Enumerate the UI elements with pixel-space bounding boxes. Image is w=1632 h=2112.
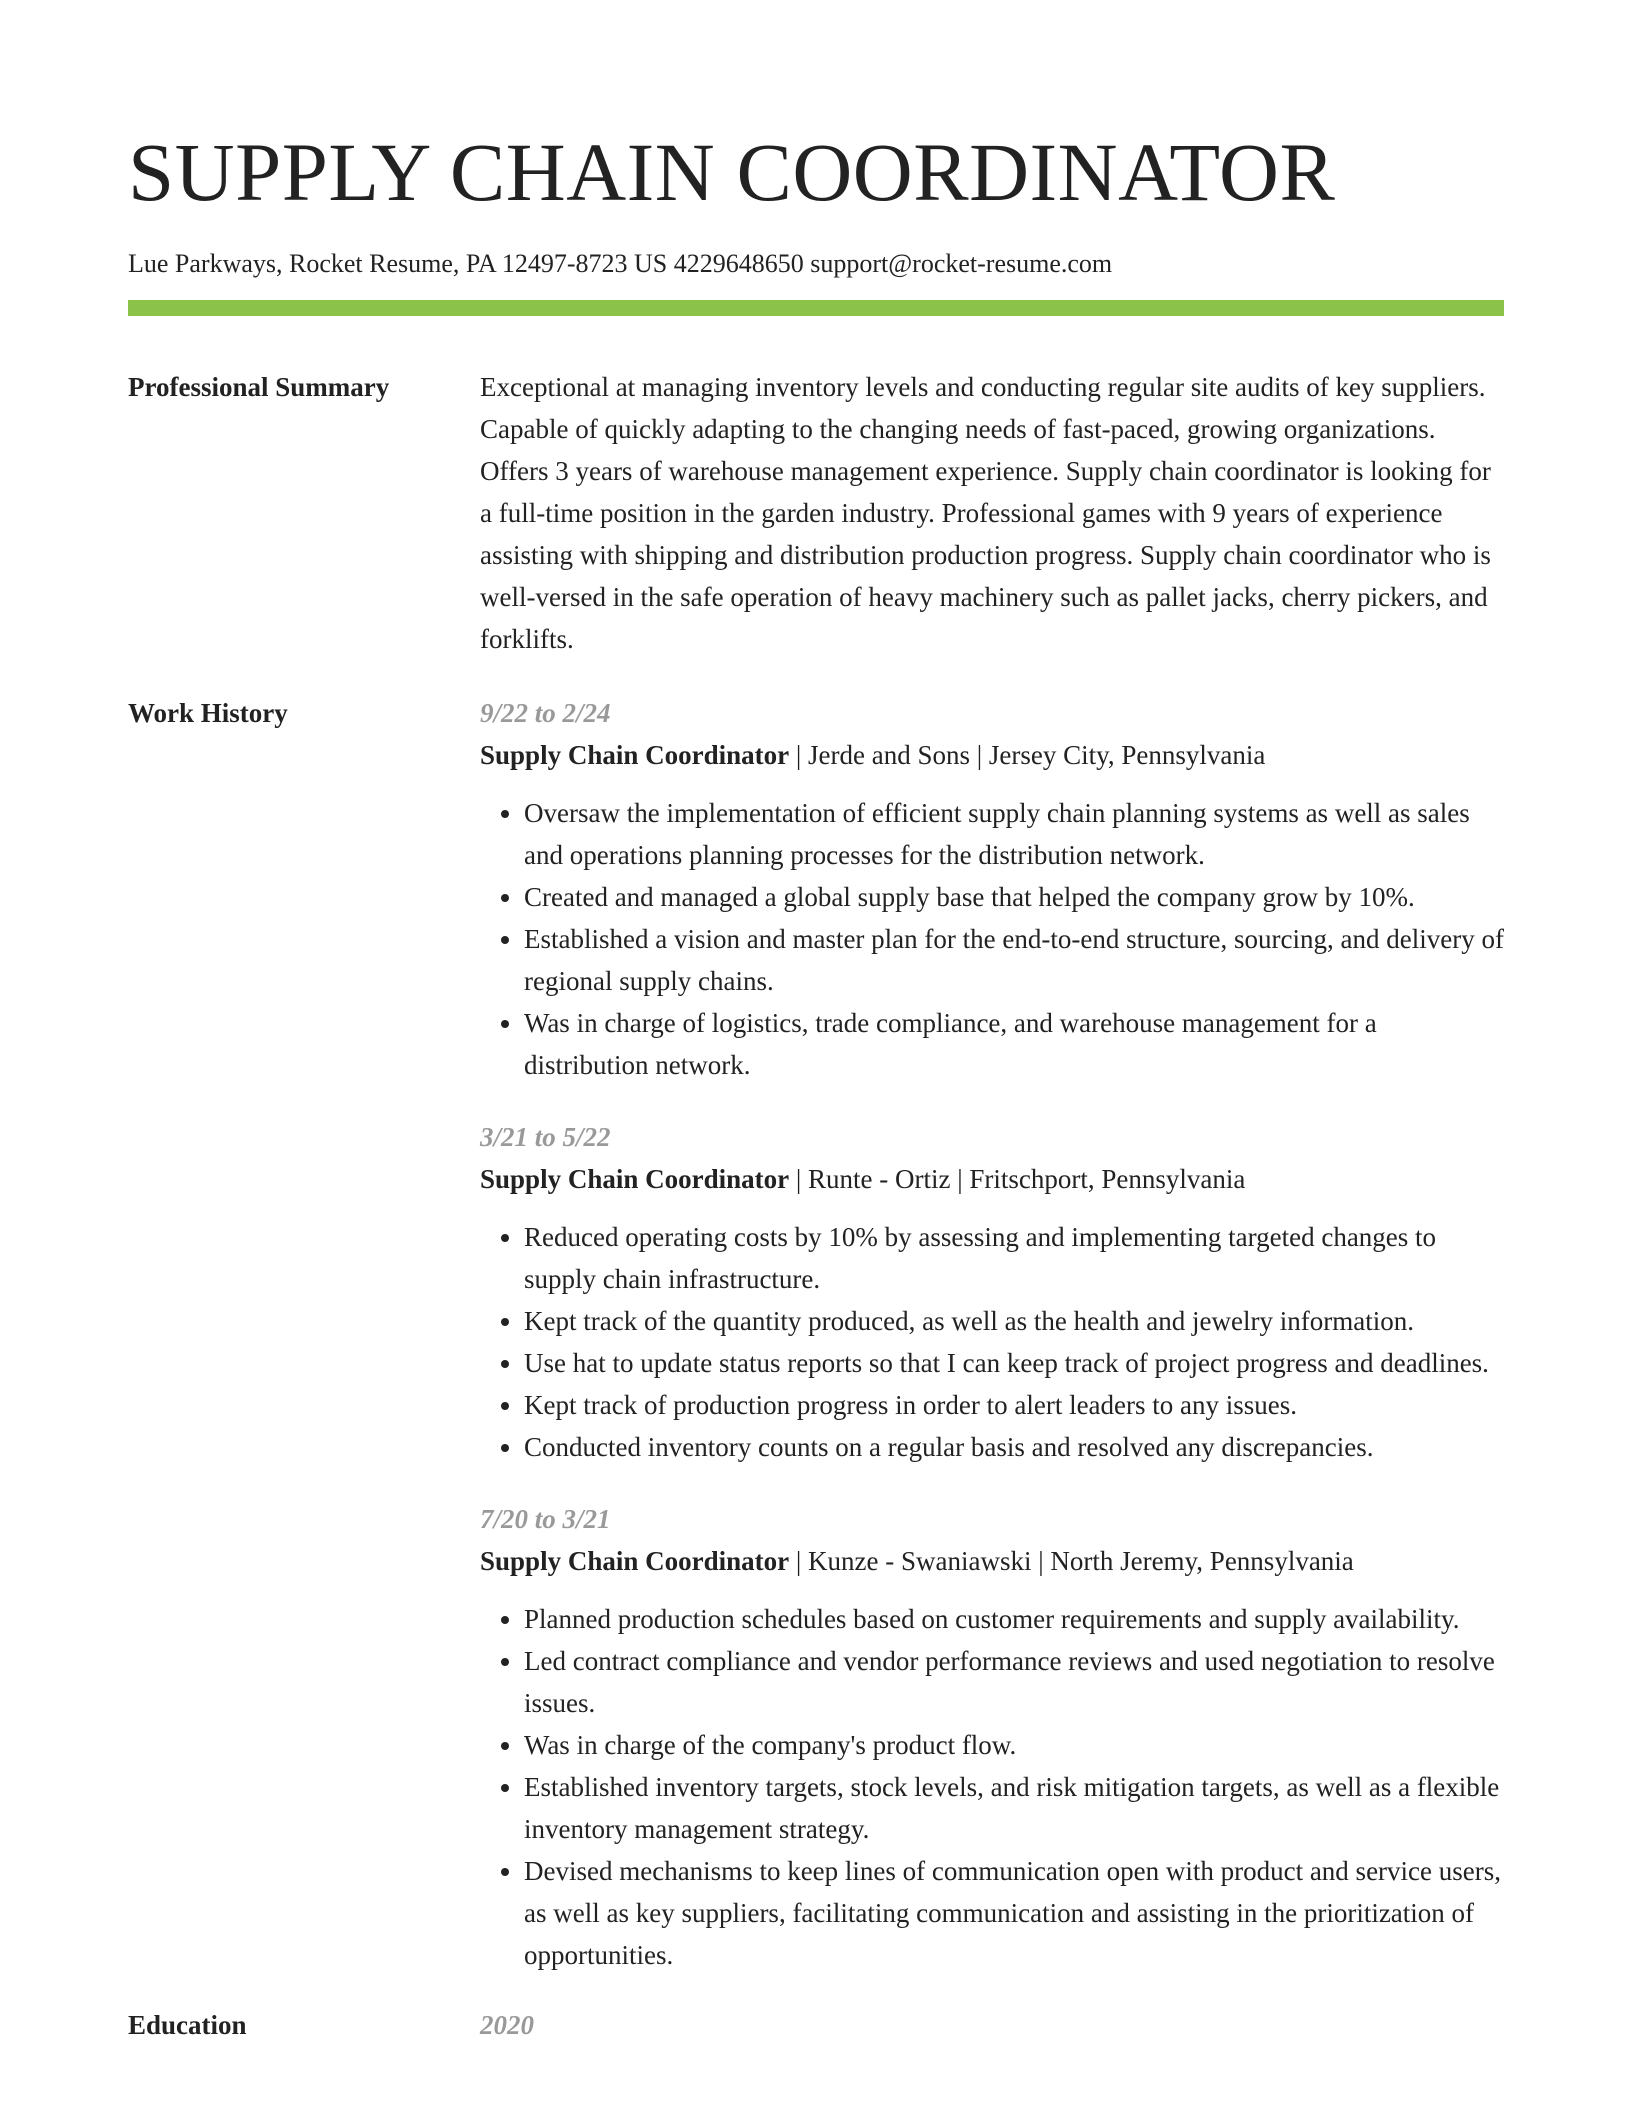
job-title: Supply Chain Coordinator	[480, 740, 790, 770]
summary-body	[480, 366, 1504, 660]
resume-name: SUPPLY CHAIN COORDINATOR	[128, 126, 1336, 218]
professional-summary-section	[128, 366, 1504, 660]
job-bullet: • Kept track of the quantity produced, as well as the health and jewelry information.	[524, 1300, 1504, 1342]
job-heading	[480, 734, 1504, 776]
header-divider	[128, 300, 1504, 316]
job-bullet-list	[480, 1598, 1504, 1976]
job-dates: 3/21 to 5/22	[480, 1122, 611, 1152]
section-label-work-history: Work History	[128, 698, 288, 728]
job-heading	[480, 1540, 1504, 1582]
job-bullet: • Use hat to update status reports so that I can keep track of project progress and deadlines.	[524, 1342, 1504, 1384]
resume-page	[128, 0, 1504, 2046]
job-bullet: • Conducted inventory counts on a regular basis and resolved any discrepancies.	[524, 1426, 1504, 1468]
job-bullet: • Created and managed a global supply base that helped the company grow by 10%.	[524, 876, 1504, 918]
job-bullet: • Led contract compliance and vendor performance reviews and used negotiation to resolve issues.	[524, 1640, 1504, 1724]
job-bullet-list	[480, 1216, 1504, 1468]
job-dates: 7/20 to 3/21	[480, 1504, 611, 1534]
section-label-education: Education	[128, 2010, 247, 2040]
job-details: | Runte - Ortiz | Fritschport, Pennsylvania	[789, 1164, 1246, 1194]
job-entry	[480, 1498, 1504, 1976]
job-dates: 9/22 to 2/24	[480, 698, 611, 728]
job-bullet: • Established inventory targets, stock levels, and risk mitigation targets, as well as a flexible inventory management strategy.	[524, 1766, 1504, 1850]
job-details: | Kunze - Swaniawski | North Jeremy, Pennsylvania	[789, 1546, 1354, 1576]
job-title: Supply Chain Coordinator	[480, 1546, 790, 1576]
job-bullet: • Kept track of production progress in order to alert leaders to any issues.	[524, 1384, 1504, 1426]
work-history-body	[480, 692, 1504, 1976]
job-entry	[480, 692, 1504, 1086]
contact-info: Lue Parkways, Rocket Resume, PA 12497-8723 US 4229648650 support@rocket-resume.com	[128, 249, 1113, 278]
education-section	[128, 2004, 1504, 2046]
job-heading	[480, 1158, 1504, 1200]
job-bullet: • Was in charge of logistics, trade compliance, and warehouse management for a distribution network.	[524, 1002, 1504, 1086]
job-bullet-list	[480, 792, 1504, 1086]
job-bullet: • Oversaw the implementation of efficient supply chain planning systems as well as sales and operations planning processes for the distribution network.	[524, 792, 1504, 876]
job-bullet: • Was in charge of the company's product flow.	[524, 1724, 1504, 1766]
job-bullet: • Established a vision and master plan for the end-to-end structure, sourcing, and delivery of regional supply chains.	[524, 918, 1504, 1002]
work-history-section	[128, 692, 1504, 1976]
job-entry	[480, 1116, 1504, 1468]
job-bullet: • Planned production schedules based on customer requirements and supply availability.	[524, 1598, 1504, 1640]
job-bullet: • Reduced operating costs by 10% by assessing and implementing targeted changes to supply chain infrastructure.	[524, 1216, 1504, 1300]
summary-text: Exceptional at managing inventory levels and conducting regular site audits of key suppliers. Capable of quickly adapting to the changing needs of fast-paced, growing organizations. Offers 3 years of warehouse management experience. Supply chain coordinator is looking for a full-time position in the garden industry. Professional games with 9 years of experience assisting with shipping and distribution production progress. Supply chain coordinator who is well-versed in the safe operation of heavy machinery such as pallet jacks, cherry pickers, and forklifts.	[480, 372, 1491, 654]
section-label-summary: Professional Summary	[128, 372, 390, 402]
job-title: Supply Chain Coordinator	[480, 1164, 790, 1194]
job-details: | Jerde and Sons | Jersey City, Pennsylvania	[789, 740, 1266, 770]
education-year: 2020	[480, 2010, 534, 2040]
job-bullet: • Devised mechanisms to keep lines of communication open with product and service users, as well as key suppliers, facilitating communication and assisting in the prioritization of opportunities.	[524, 1850, 1504, 1976]
education-body	[480, 2004, 1504, 2046]
